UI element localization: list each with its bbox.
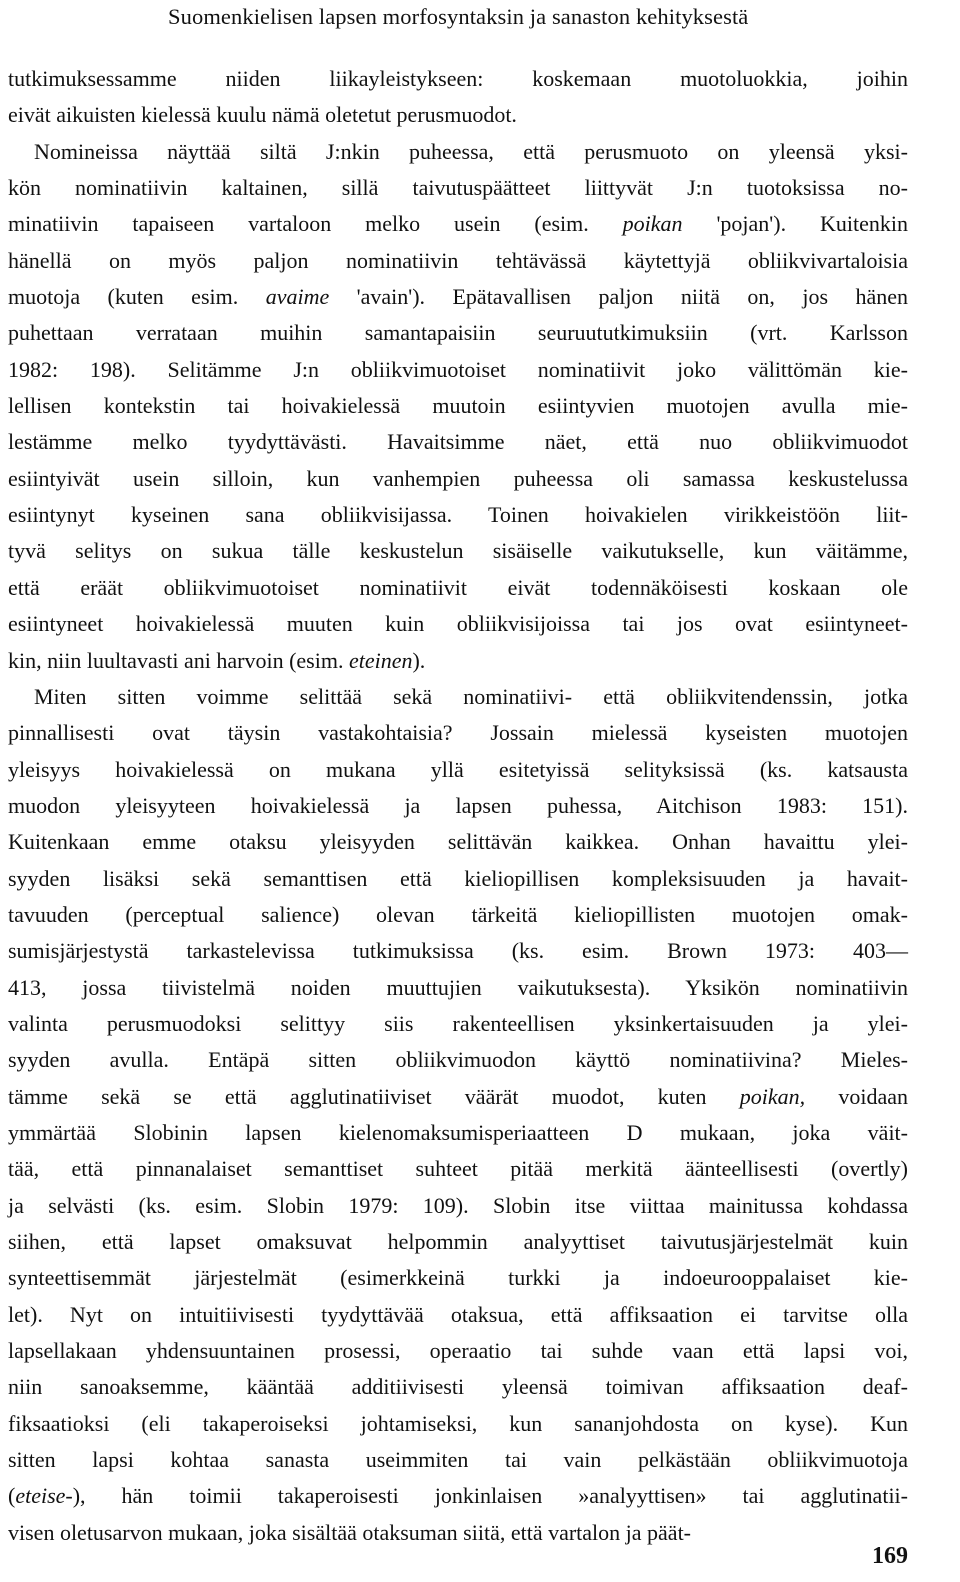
text-run: Miten sitten voimme selittää sekä nominatiivi- että obliikvitendenssin, jotka xyxy=(34,683,908,709)
text-line xyxy=(8,897,908,933)
text-run: yleisyys hoivakielessä on mukana yllä esitetyissä selityksissä (ks. katsausta xyxy=(8,756,908,782)
text-line xyxy=(8,497,908,533)
text-line xyxy=(8,1369,908,1405)
text-line xyxy=(8,1333,908,1369)
text-line xyxy=(8,388,908,424)
text-run: sitten lapsi kohtaa sanasta useimmiten tai vain pelkästään obliikvimuotoja xyxy=(8,1447,908,1473)
text-run: ). xyxy=(412,647,426,673)
text-run: ), hän toimii takaperoisesti jonkinlaisen »analyyttisen» tai agglutinatii- xyxy=(72,1483,908,1509)
text-run: valinta perusmuodoksi selittyy siis rakenteellisen yksinkertaisuuden ja ylei- xyxy=(8,1010,908,1036)
text-line xyxy=(8,1478,908,1514)
text-run: eivät aikuisten kielessä kuulu nämä oletetut perusmuodot. xyxy=(8,102,517,128)
text-run: Kuitenkaan emme otaksu yleisyyden selittävän kaikkea. Onhan havaittu ylei- xyxy=(8,829,908,855)
text-line xyxy=(8,788,908,824)
text-run: 'pojan'). Kuitenkin xyxy=(682,211,908,237)
italic-term: poikan, xyxy=(739,1083,806,1109)
text-run: hänellä on myös paljon nominatiivin tehtävässä käytettyjä obliikvivartaloisia xyxy=(8,247,908,273)
text-line xyxy=(8,352,908,388)
text-run: syyden avulla. Entäpä sitten obliikvimuodon käyttö nominatiivina? Mieles- xyxy=(8,1047,908,1073)
text-run: muodon yleisyyteen hoivakielessä ja lapsen puhessa, Aitchison 1983: 151). xyxy=(8,792,908,818)
text-line xyxy=(8,715,908,751)
text-run: esiintynyt kyseinen sana obliikvisijassa. Toinen hoivakielen virikkeistöön liit- xyxy=(8,502,908,528)
text-line xyxy=(8,606,908,642)
italic-term: poikan xyxy=(622,211,683,237)
text-line xyxy=(8,1406,908,1442)
text-line xyxy=(8,1006,908,1042)
text-run: niin sanoaksemme, kääntää additiivisesti yleensä toimivan affiksaation deaf- xyxy=(8,1374,908,1400)
text-line xyxy=(8,533,908,569)
text-line xyxy=(8,206,908,242)
text-run: 413, jossa tiivistelmä noiden muuttujien vaikutuksesta). Yksikön nominatiivin xyxy=(8,974,908,1000)
text-line xyxy=(8,1115,908,1151)
text-line xyxy=(8,1297,908,1333)
text-run: lapsellakaan yhdensuuntainen prosessi, operaatio tai suhde vaan että lapsi voi, xyxy=(8,1338,908,1364)
text-run: siihen, että lapset omaksuvat helpommin analyyttiset taivutusjärjestelmät kuin xyxy=(8,1229,908,1254)
text-line xyxy=(8,1042,908,1078)
text-run: pinnallisesti ovat täysin vastakohtaisia? Jossain mielessä kyseisten muotojen xyxy=(8,720,908,746)
italic-term: eteise- xyxy=(15,1483,73,1509)
text-line xyxy=(8,643,908,679)
text-line xyxy=(8,61,908,97)
text-run: tää, että pinnanalaiset semanttiset suhteet pitää merkitä äänteellisesti (overtly) xyxy=(8,1156,908,1182)
text-line xyxy=(8,1079,908,1115)
text-line xyxy=(8,97,908,133)
text-line xyxy=(8,679,908,715)
text-run: let). Nyt on intuitiivisesti tyydyttävää otaksua, että affiksaation ei tarvitse olla xyxy=(8,1301,908,1327)
text-line xyxy=(8,933,908,969)
text-line xyxy=(8,752,908,788)
text-line xyxy=(8,424,908,460)
text-run: muotoja (kuten esim. xyxy=(8,284,266,310)
text-line xyxy=(8,1260,908,1296)
text-line xyxy=(8,134,908,170)
text-line xyxy=(8,570,908,606)
italic-term: eteinen xyxy=(348,647,413,673)
text-line xyxy=(8,170,908,206)
text-run: lellisen kontekstin tai hoivakielessä muutoin esiintyvien muotojen avulla mie- xyxy=(8,393,908,419)
text-run: synteettisemmät järjestelmät (esimerkkeinä turkki ja indoeurooppalaiset kie- xyxy=(8,1265,908,1291)
text-line xyxy=(8,461,908,497)
text-run: tutkimuksessamme niiden liikayleistykseen: koskemaan muotoluokkia, joihin xyxy=(8,66,908,91)
text-line xyxy=(8,279,908,315)
text-line xyxy=(8,1188,908,1224)
text-run: voidaan xyxy=(805,1083,908,1109)
text-run: kin, niin luultavasti ani harvoin (esim. xyxy=(8,647,349,673)
text-run: lestämme melko tyydyttävästi. Havaitsimme näet, että nuo obliikvimuodot xyxy=(8,429,908,455)
italic-term: avaime xyxy=(265,284,330,310)
text-run: 'avain'). Epätavallisen paljon niitä on, jos hänen xyxy=(329,284,909,310)
text-line xyxy=(8,970,908,1006)
text-run: 1982: 198). Selitämme J:n obliikvimuotoiset nominatiivit joko välittömän kie- xyxy=(8,356,908,382)
page-number: 169 xyxy=(872,1543,908,1569)
text-run: että eräät obliikvimuotoiset nominatiivit eivät todennäköisesti koskaan ole xyxy=(8,574,908,600)
text-run: puhettaan verrataan muihin samantapaisiin seuruututkimuksiin (vrt. Karlsson xyxy=(8,320,908,346)
text-run: esiintyivät usein silloin, kun vanhempien puheessa oli samassa keskustelussa xyxy=(8,465,908,491)
body-text xyxy=(8,61,908,1551)
text-run: ja selvästi (ks. esim. Slobin 1979: 109). Slobin itse viittaa mainitussa kohdassa xyxy=(8,1192,908,1218)
text-run: esiintyneet hoivakielessä muuten kuin obliikvisijoissa tai jos ovat esiintyneet- xyxy=(8,611,908,637)
text-line xyxy=(8,1515,908,1551)
text-line xyxy=(8,243,908,279)
text-line xyxy=(8,1151,908,1187)
text-run: tyvä selitys on sukua tälle keskustelun sisäiselle vaikutukselle, kun väitämme, xyxy=(8,538,908,564)
running-head: Suomenkielisen lapsen morfosyntaksin ja sanaston kehityksestä xyxy=(168,4,749,29)
text-line xyxy=(8,315,908,351)
text-run: tämme sekä se että agglutinatiiviset väärät muodot, kuten xyxy=(8,1083,740,1109)
text-run: minatiivin tapaiseen vartaloon melko usein (esim. xyxy=(8,211,623,237)
text-line xyxy=(8,1224,908,1260)
text-run: ymmärtää Slobinin lapsen kielenomaksumisperiaatteen D mukaan, joka väit- xyxy=(8,1119,908,1145)
text-line xyxy=(8,1442,908,1478)
text-line xyxy=(8,861,908,897)
text-run: Nomineissa näyttää siltä J:nkin puheessa, että perusmuoto on yleensä yksi- xyxy=(34,138,908,164)
text-run: tavuuden (perceptual salience) olevan tärkeitä kieliopillisten muotojen omak- xyxy=(8,901,908,927)
text-run: syyden lisäksi sekä semanttisen että kieliopillisen kompleksisuuden ja havait- xyxy=(8,865,908,891)
text-run: fiksaatioksi (eli takaperoiseksi johtamiseksi, kun sananjohdosta on kyse). Kun xyxy=(8,1410,908,1436)
text-run: visen oletusarvon mukaan, joka sisältää otaksuman siitä, että vartalon ja päät- xyxy=(8,1519,692,1545)
text-run: kön nominatiivin kaltainen, sillä taivutuspäätteet liittyvät J:n tuotoksissa no- xyxy=(8,175,908,201)
text-run: sumisjärjestystä tarkastelevissa tutkimuksissa (ks. esim. Brown 1973: 403— xyxy=(8,938,908,964)
text-run: ( xyxy=(8,1483,16,1509)
text-line xyxy=(8,824,908,860)
